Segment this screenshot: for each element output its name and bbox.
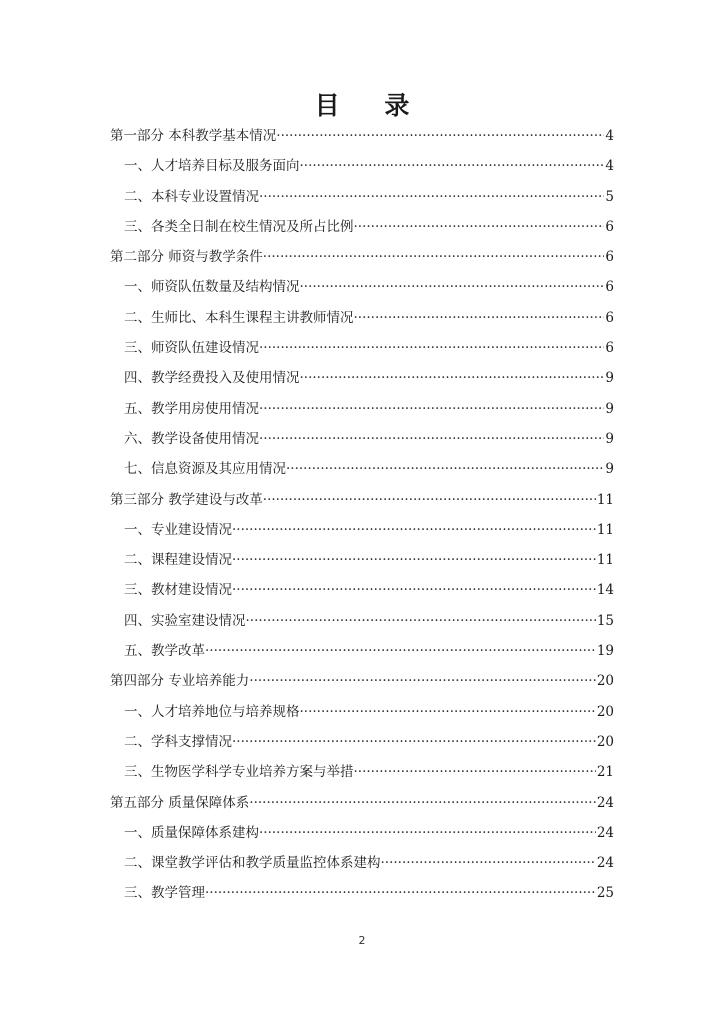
toc-subsection-entry[interactable] <box>110 151 614 181</box>
toc-entry-page-number: 5 <box>605 188 614 205</box>
toc-entry-label: 三、教材建设情况 <box>124 582 232 599</box>
toc-dot-leader <box>249 666 596 696</box>
toc-entry-page-number: 9 <box>605 430 614 447</box>
toc-entry-page-number: 4 <box>605 128 614 144</box>
toc-entry-page-number: 9 <box>605 461 614 478</box>
page-number: 2 <box>358 934 366 947</box>
toc-entry-page-number: 20 <box>596 703 614 720</box>
toc-entry-page-number: 11 <box>596 521 614 538</box>
toc-entry-page-number: 6 <box>605 340 614 357</box>
toc-entry-label: 一、人才培养目标及服务面向 <box>124 158 300 175</box>
toc-dot-leader <box>232 515 596 545</box>
toc-list <box>110 121 614 909</box>
toc-dot-leader <box>205 636 596 666</box>
toc-dot-leader <box>300 272 605 302</box>
toc-dot-leader <box>354 303 605 333</box>
toc-entry-label: 第三部分 教学建设与改革 <box>110 491 263 508</box>
toc-subsection-entry[interactable] <box>110 545 614 575</box>
toc-subsection-entry[interactable] <box>110 424 614 454</box>
toc-entry-page-number: 6 <box>605 249 614 266</box>
toc-dot-leader <box>354 212 605 242</box>
toc-dot-leader <box>259 424 604 454</box>
toc-section-entry[interactable] <box>110 121 614 151</box>
toc-dot-leader <box>232 545 596 575</box>
toc-entry-label: 二、课程建设情况 <box>124 552 232 569</box>
toc-subsection-entry[interactable] <box>110 697 614 727</box>
toc-subsection-entry[interactable] <box>110 363 614 393</box>
toc-dot-leader <box>205 878 596 908</box>
toc-entry-page-number: 20 <box>596 673 614 690</box>
toc-subsection-entry[interactable] <box>110 303 614 333</box>
toc-entry-label: 二、生师比、本科生课程主讲教师情况 <box>124 309 354 326</box>
toc-entry-label: 五、教学改革 <box>124 643 205 660</box>
toc-entry-label: 四、实验室建设情况 <box>124 612 246 629</box>
toc-subsection-entry[interactable] <box>110 606 614 636</box>
toc-subsection-entry[interactable] <box>110 333 614 363</box>
toc-dot-leader <box>300 151 605 181</box>
toc-entry-page-number: 24 <box>596 824 614 841</box>
toc-entry-page-number: 11 <box>596 552 614 569</box>
toc-entry-page-number: 9 <box>605 370 614 387</box>
toc-dot-leader <box>259 182 604 212</box>
toc-dot-leader <box>259 818 596 848</box>
toc-dot-leader <box>300 697 596 727</box>
toc-entry-page-number: 25 <box>596 885 614 902</box>
toc-entry-label: 五、教学用房使用情况 <box>124 400 259 417</box>
toc-entry-page-number: 24 <box>596 855 614 872</box>
toc-subsection-entry[interactable] <box>110 848 614 878</box>
toc-entry-page-number: 6 <box>605 218 614 235</box>
toc-entry-label: 二、课堂教学评估和教学质量监控体系建构 <box>124 855 381 872</box>
toc-subsection-entry[interactable] <box>110 394 614 424</box>
toc-entry-label: 第一部分 本科教学基本情况 <box>110 128 277 144</box>
toc-entry-page-number: 6 <box>605 309 614 326</box>
toc-entry-label: 三、生物医学科学专业培养方案与举措 <box>124 764 354 781</box>
toc-entry-label: 三、各类全日制在校生情况及所占比例 <box>124 218 354 235</box>
toc-subsection-entry[interactable] <box>110 757 614 787</box>
toc-subsection-entry[interactable] <box>110 515 614 545</box>
toc-dot-leader <box>249 788 596 818</box>
toc-entry-label: 一、专业建设情况 <box>124 521 232 538</box>
toc-section-entry[interactable] <box>110 242 614 272</box>
toc-entry-page-number: 19 <box>596 643 614 660</box>
toc-entry-page-number: 20 <box>596 733 614 750</box>
toc-section-entry[interactable] <box>110 788 614 818</box>
toc-subsection-entry[interactable] <box>110 454 614 484</box>
toc-entry-label: 三、教学管理 <box>124 885 205 902</box>
toc-subsection-entry[interactable] <box>110 575 614 605</box>
toc-section-entry[interactable] <box>110 485 614 515</box>
toc-section-entry[interactable] <box>110 666 614 696</box>
toc-dot-leader <box>263 242 605 272</box>
toc-entry-label: 第四部分 专业培养能力 <box>110 673 250 690</box>
toc-dot-leader <box>354 757 596 787</box>
toc-entry-label: 一、人才培养地位与培养规格 <box>124 703 300 720</box>
toc-subsection-entry[interactable] <box>110 272 614 302</box>
toc-dot-leader <box>286 454 604 484</box>
toc-entry-page-number: 14 <box>596 582 614 599</box>
toc-entry-page-number: 21 <box>596 764 614 781</box>
toc-dot-leader <box>263 485 596 515</box>
toc-subsection-entry[interactable] <box>110 636 614 666</box>
toc-entry-label: 三、师资队伍建设情况 <box>124 340 259 357</box>
toc-entry-page-number: 9 <box>605 400 614 417</box>
toc-entry-page-number: 6 <box>605 279 614 296</box>
toc-entry-page-number: 11 <box>596 491 614 508</box>
toc-dot-leader <box>232 575 596 605</box>
toc-entry-label: 第五部分 质量保障体系 <box>110 794 250 811</box>
toc-entry-label: 四、教学经费投入及使用情况 <box>124 370 300 387</box>
toc-entry-page-number: 24 <box>596 794 614 811</box>
toc-entry-label: 一、质量保障体系建构 <box>124 824 259 841</box>
toc-dot-leader <box>259 333 604 363</box>
toc-entry-label: 二、学科支撑情况 <box>124 733 232 750</box>
toc-dot-leader <box>232 727 596 757</box>
toc-dot-leader <box>246 606 596 636</box>
toc-entry-label: 七、信息资源及其应用情况 <box>124 461 286 478</box>
toc-entry-label: 六、教学设备使用情况 <box>124 430 259 447</box>
toc-entry-label: 第二部分 师资与教学条件 <box>110 249 263 266</box>
toc-entry-label: 二、本科专业设置情况 <box>124 188 259 205</box>
toc-subsection-entry[interactable] <box>110 878 614 908</box>
toc-subsection-entry[interactable] <box>110 212 614 242</box>
toc-entry-page-number: 15 <box>596 612 614 629</box>
toc-dot-leader <box>276 121 604 151</box>
toc-dot-leader <box>381 848 596 878</box>
toc-dot-leader <box>259 394 604 424</box>
toc-subsection-entry[interactable] <box>110 727 614 757</box>
toc-subsection-entry[interactable] <box>110 182 614 212</box>
toc-entry-page-number: 4 <box>605 158 614 175</box>
toc-dot-leader <box>300 363 605 393</box>
toc-subsection-entry[interactable] <box>110 818 614 848</box>
toc-entry-label: 一、师资队伍数量及结构情况 <box>124 279 300 296</box>
toc-title: 目 录 <box>314 91 428 120</box>
